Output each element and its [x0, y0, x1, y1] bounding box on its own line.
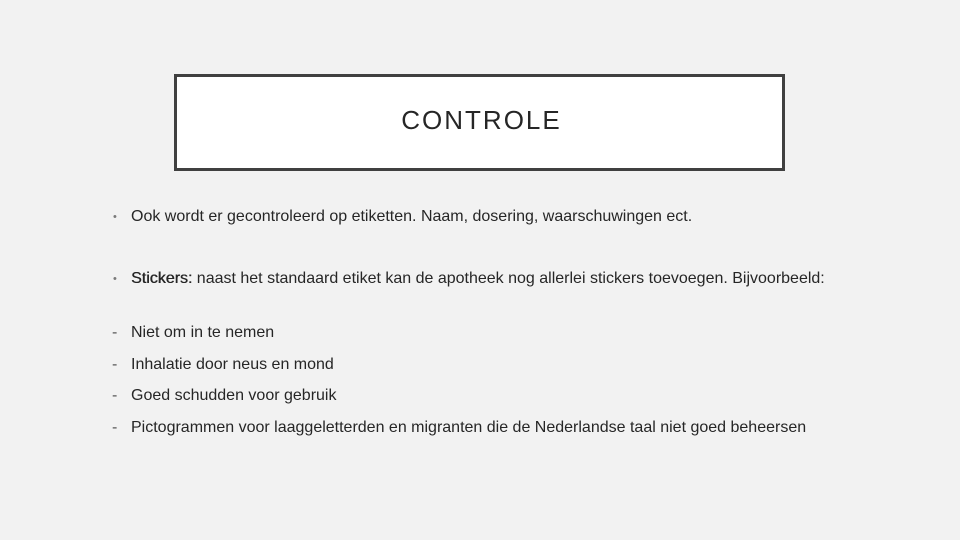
slide-title: CONTROLE: [401, 105, 562, 135]
dash-item: [112, 354, 832, 375]
bullet-marker: •: [113, 273, 117, 285]
bullet-body: naast het standaard etiket kan de apotheek nog allerlei stickers toevoegen. Bijvoorbeeld:: [192, 270, 825, 287]
dash-marker: -: [112, 356, 118, 373]
dash-marker: -: [112, 387, 118, 404]
dash-text: Niet om in te nemen: [131, 324, 275, 341]
bullet-text: Ook wordt er gecontroleerd op etiketten. Naam, dosering, waarschuwingen ect.: [131, 208, 693, 225]
dash-item: [112, 322, 832, 343]
dash-text: Goed schudden voor gebruik: [131, 387, 337, 404]
dash-item: [112, 417, 832, 438]
bullet-item: [112, 268, 832, 289]
bullet-marker: •: [113, 211, 117, 223]
dash-marker: -: [112, 419, 118, 436]
bullet-bold-lead: Stickers:: [131, 270, 193, 287]
dash-marker: -: [112, 324, 118, 341]
dash-text: Pictogrammen voor laaggeletterden en migranten die de Nederlandse taal niet goed beheersen: [131, 419, 807, 436]
slide-title-box: [174, 74, 785, 171]
bullet-item: [112, 206, 832, 227]
dash-text: Inhalatie door neus en mond: [131, 356, 334, 373]
bullet-text: [112, 268, 832, 289]
dash-item: [112, 385, 832, 406]
